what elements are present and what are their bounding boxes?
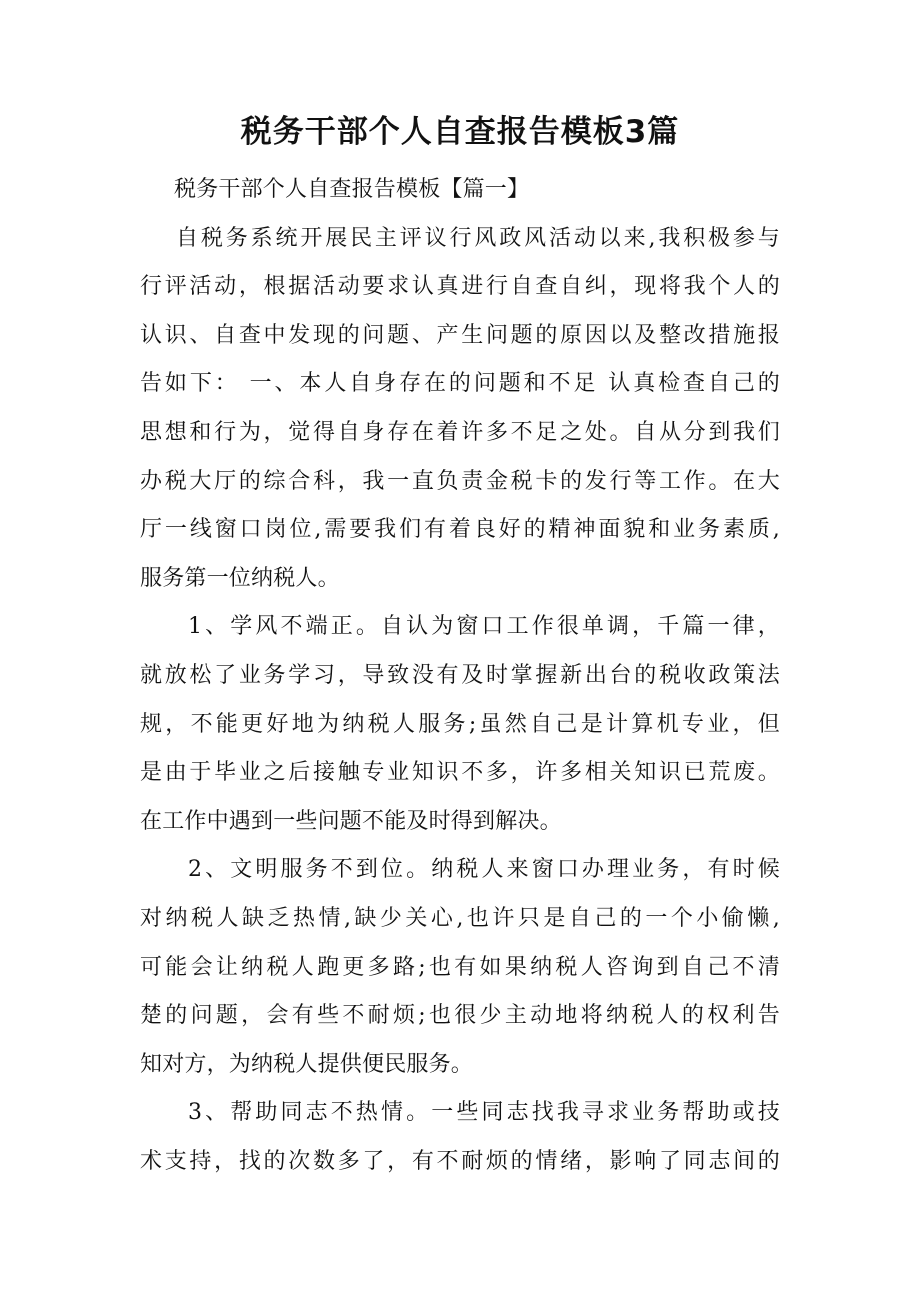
paragraph-line: 2、文明服务不到位。纳税人来窗口办理业务，有时候 [188,857,780,883]
paragraph-item-3 [140,1089,780,1186]
paragraph-line: 楚的问题，会有些不耐烦;也很少主动地将纳税人的权利告 [140,1003,780,1029]
paragraph-line: 告如下： 一、本人自身存在的问题和不足 认真检查自己的 [140,371,780,397]
paragraph-item-2 [140,846,780,1089]
paragraph-item-1 [140,603,780,846]
paragraph-line: 行评活动，根据活动要求认真进行自查自纠，现将我个人的 [140,274,780,300]
paragraph-line: 办税大厅的综合科，我一直负责金税卡的发行等工作。在大 [140,468,780,494]
section-subheading: 税务干部个人自查报告模板【篇一】 [174,177,530,202]
paragraph-line: 知对方，为纳税人提供便民服务。 [140,1051,474,1077]
paragraph-line: 就放松了业务学习，导致没有及时掌握新出台的税收政策法 [140,662,780,688]
paragraph-line: 3、帮助同志不热情。一些同志找我寻求业务帮助或技 [188,1100,780,1126]
paragraph-line: 术支持，找的次数多了，有不耐烦的情绪，影响了同志间的 [140,1148,780,1174]
paragraph-line: 1、学风不端正。自认为窗口工作很单调，千篇一律， [188,614,780,640]
paragraph-line: 可能会让纳税人跑更多路;也有如果纳税人咨询到自己不清 [140,954,780,980]
paragraph-line: 厅一线窗口岗位,需要我们有着良好的精神面貌和业务素质, [140,517,780,543]
paragraph-intro [140,215,780,604]
document-title: 税务干部个人自查报告模板3篇 [240,114,680,150]
paragraph-line: 对纳税人缺乏热情,缺少关心,也许只是自己的一个小偷懒, [140,905,780,931]
paragraph-line: 规，不能更好地为纳税人服务;虽然自己是计算机专业，但 [140,711,780,737]
document-body [140,166,780,1186]
paragraph-line: 是由于毕业之后接触专业知识不多，许多相关知识已荒废。 [140,760,780,786]
paragraph-line: 思想和行为，觉得自身存在着许多不足之处。自从分到我们 [140,419,780,445]
paragraph-line: 在工作中遇到一些问题不能及时得到解决。 [140,808,562,834]
paragraph-line: 服务第一位纳税人。 [140,565,340,591]
paragraph-line: 自税务系统开展民主评议行风政风活动以来,我积极参与 [176,225,780,251]
paragraph-line: 认识、自查中发现的问题、产生问题的原因以及整改措施报 [140,322,780,348]
